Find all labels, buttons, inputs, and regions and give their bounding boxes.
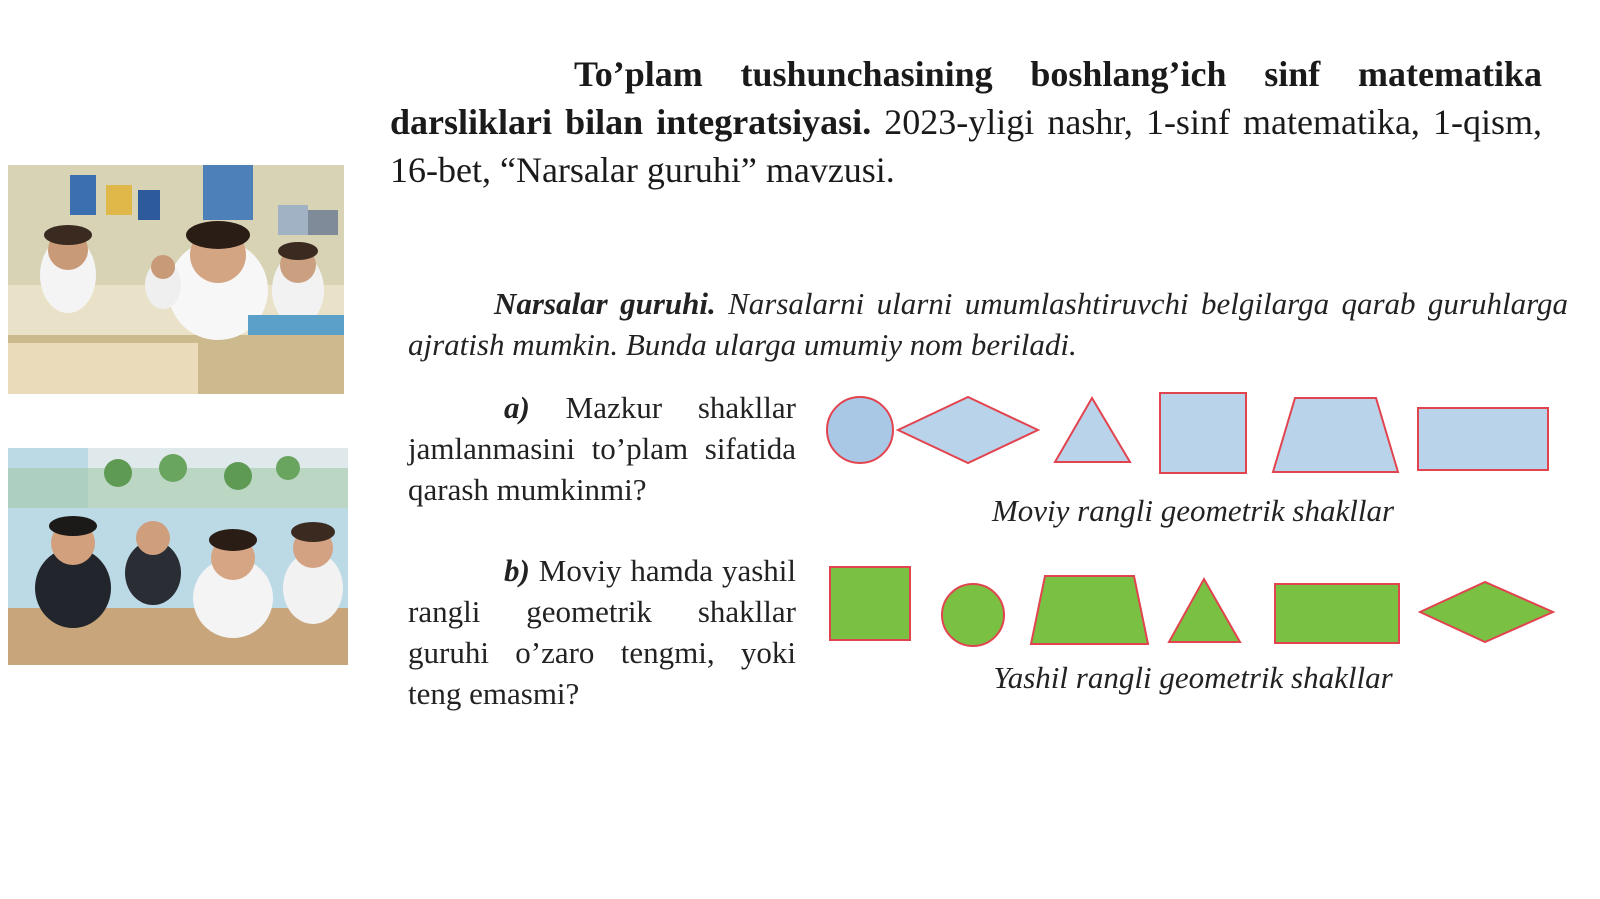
question-a-marker: a) — [504, 390, 530, 425]
trapezoid-icon — [1273, 398, 1398, 472]
classroom-children-photo — [8, 448, 348, 665]
question-b — [408, 550, 796, 714]
classroom-girls-photo — [8, 165, 344, 394]
square-icon — [830, 567, 910, 640]
triangle-icon — [1169, 579, 1240, 642]
question-b-marker: b) — [504, 553, 530, 588]
square-icon — [1160, 393, 1246, 473]
question-a-text: Mazkur shakllar jamlanmasini to’plam sifatida qarash mumkinmi? — [408, 390, 796, 507]
rectangle-icon — [1275, 584, 1399, 643]
trapezoid-icon — [1031, 576, 1148, 644]
circle-icon — [827, 397, 893, 463]
green-shapes-group — [820, 562, 1566, 662]
rhombus-icon — [898, 397, 1038, 463]
heading-rest: 2023-yligi nashr, 1-sinf matematika, 1-qism, 16-bet, “Narsalar guruhi” mavzusi. — [390, 102, 1543, 190]
rectangle-icon — [1418, 408, 1548, 470]
blue-shapes-caption: Moviy rangli geometrik shakllar — [991, 493, 1395, 528]
circle-icon — [942, 584, 1004, 646]
question-b-text: Moviy hamda yashil rangli geometrik shakllar guruhi o’zaro tengmi, yoki teng emasmi? — [408, 553, 796, 711]
definition-term: Narsalar guruhi. — [494, 286, 716, 321]
rhombus-icon — [1420, 582, 1553, 642]
heading-bold: To’plam tushunchasining boshlang’ich sinf matematika darsliklari bilan integratsiyasi. — [390, 54, 1542, 142]
green-shapes-caption: Yashil rangli geometrik shakllar — [993, 660, 1393, 695]
triangle-icon — [1055, 398, 1130, 462]
blue-shapes-group — [820, 390, 1566, 490]
definition-paragraph — [408, 283, 1568, 365]
question-a — [408, 387, 796, 510]
definition-text: Narsalarni ularni umumlashtiruvchi belgilarga qarab guruhlarga ajratish mumkin. Bunda ularga umumiy nom beriladi. — [408, 286, 1568, 362]
slide-heading — [390, 50, 1542, 194]
